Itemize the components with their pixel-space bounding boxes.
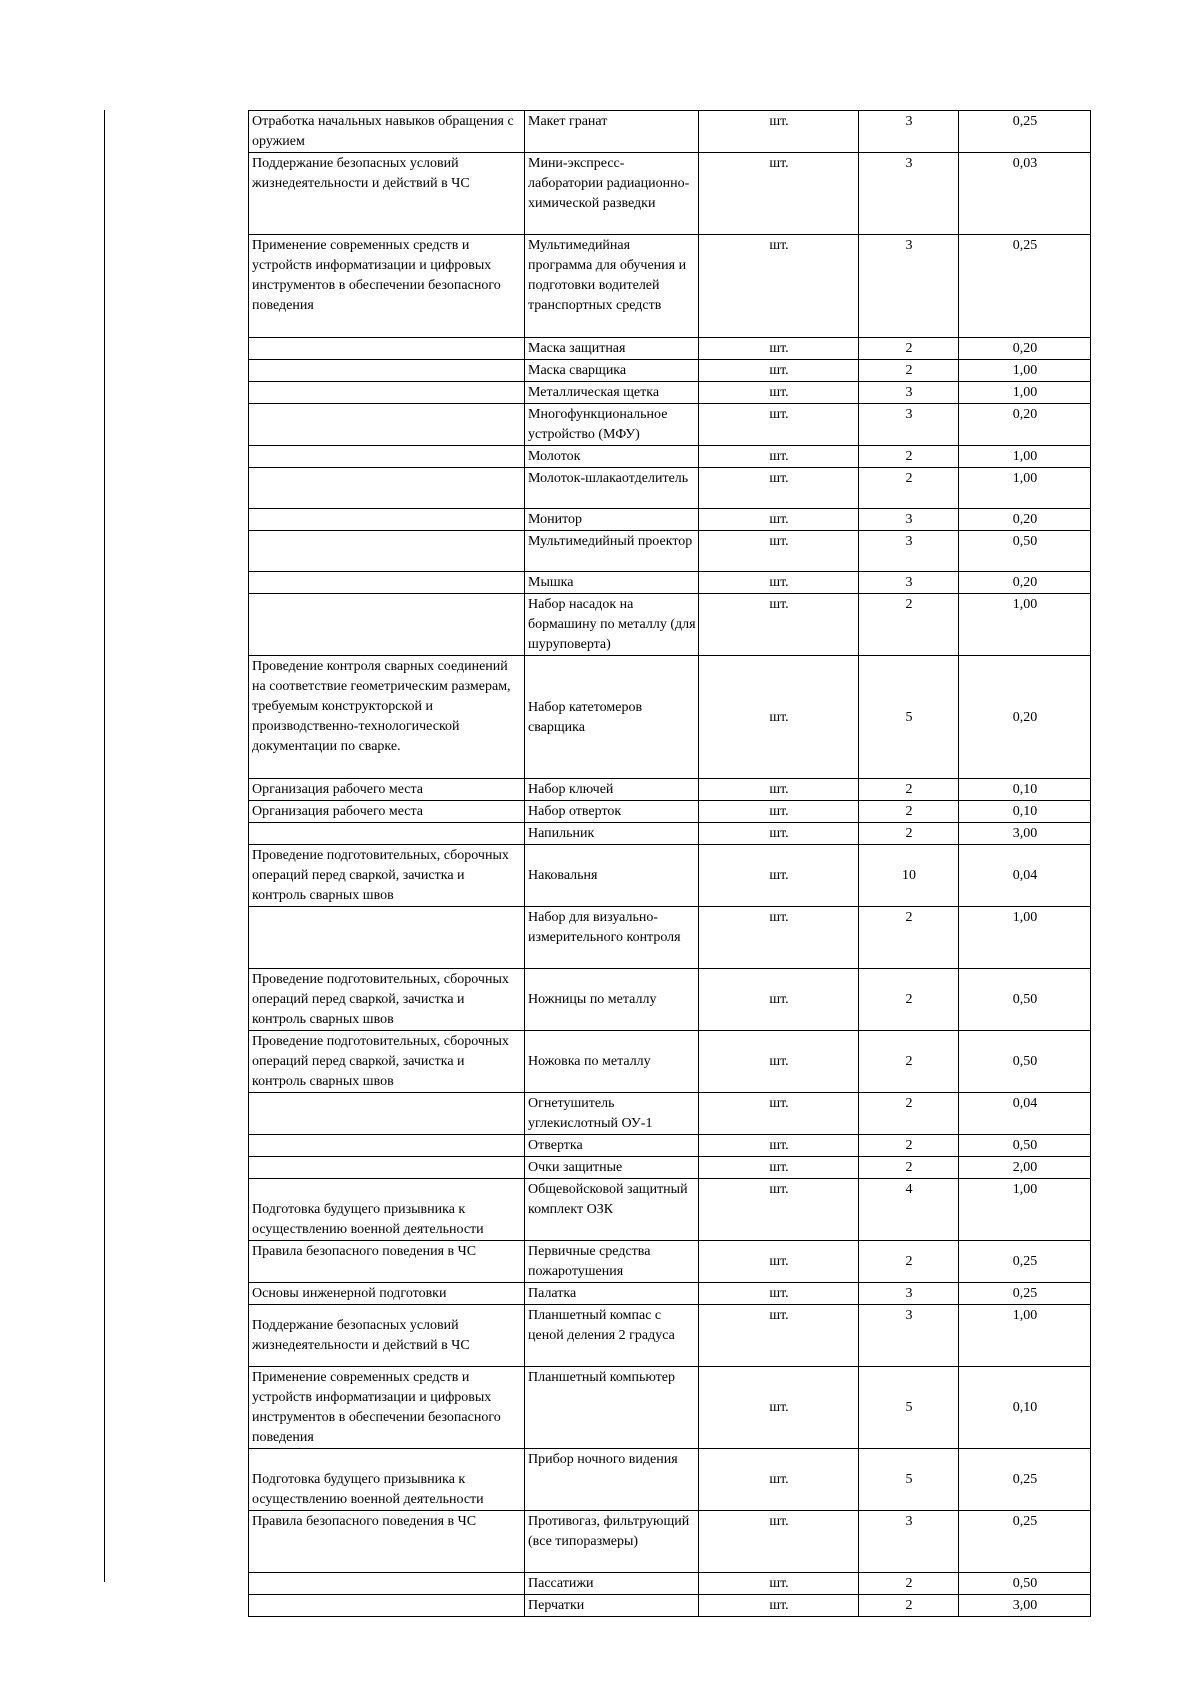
- table-row: [249, 1179, 1091, 1241]
- table-row: [249, 656, 1091, 779]
- table-row: [249, 382, 1091, 404]
- table-row: [249, 845, 1091, 907]
- table-row: [249, 907, 1091, 969]
- quantity-cell: 2: [859, 1135, 959, 1157]
- purpose-cell: [249, 446, 525, 468]
- value-cell: 3,00: [959, 1595, 1091, 1617]
- unit-cell: шт.: [699, 572, 859, 594]
- item-cell: Первичные средства пожаротушения: [525, 1241, 699, 1283]
- table-row: [249, 1573, 1091, 1595]
- item-cell: Наковальня: [525, 845, 699, 907]
- value-cell: 0,25: [959, 1241, 1091, 1283]
- item-cell: Огнетушитель углекислотный ОУ-1: [525, 1093, 699, 1135]
- unit-cell: шт.: [699, 531, 859, 572]
- unit-cell: шт.: [699, 969, 859, 1031]
- table-row: [249, 153, 1091, 235]
- table-row: [249, 969, 1091, 1031]
- purpose-cell: Подготовка будущего призывника к осуществлению военной деятельности: [249, 1179, 525, 1241]
- value-cell: 1,00: [959, 594, 1091, 656]
- value-cell: 0,10: [959, 1367, 1091, 1449]
- margin-line: [104, 110, 105, 1582]
- equipment-table: [248, 110, 1091, 1617]
- value-cell: 0,25: [959, 1511, 1091, 1573]
- quantity-cell: 3: [859, 1511, 959, 1573]
- purpose-cell: Поддержание безопасных условий жизнедеятельности и действий в ЧС: [249, 153, 525, 235]
- item-cell: Перчатки: [525, 1595, 699, 1617]
- value-cell: 0,20: [959, 509, 1091, 531]
- table-row: [249, 779, 1091, 801]
- unit-cell: шт.: [699, 1283, 859, 1305]
- purpose-cell: [249, 404, 525, 446]
- quantity-cell: 3: [859, 153, 959, 235]
- item-cell: Набор для визуально-измерительного контроля: [525, 907, 699, 969]
- purpose-cell: Проведение контроля сварных соединений на соответствие геометрическим размерам, требуемым конструкторской и производственно-технологической документации по сварке.: [249, 656, 525, 779]
- item-cell: Противогаз, фильтрующий (все типоразмеры): [525, 1511, 699, 1573]
- quantity-cell: 2: [859, 779, 959, 801]
- value-cell: 2,00: [959, 1157, 1091, 1179]
- unit-cell: шт.: [699, 823, 859, 845]
- unit-cell: шт.: [699, 1241, 859, 1283]
- quantity-cell: 2: [859, 801, 959, 823]
- value-cell: 0,50: [959, 1573, 1091, 1595]
- unit-cell: шт.: [699, 1595, 859, 1617]
- item-cell: Молоток: [525, 446, 699, 468]
- value-cell: 1,00: [959, 360, 1091, 382]
- value-cell: 0,20: [959, 338, 1091, 360]
- purpose-cell: [249, 531, 525, 572]
- table-row: [249, 594, 1091, 656]
- value-cell: 0,25: [959, 111, 1091, 153]
- quantity-cell: 3: [859, 382, 959, 404]
- purpose-cell: Проведение подготовительных, сборочных операций перед сваркой, зачистка и контроль сварных швов: [249, 969, 525, 1031]
- purpose-cell: Применение современных средств и устройств информатизации и цифровых инструментов в обеспечении безопасного поведения: [249, 235, 525, 338]
- table-row: [249, 1241, 1091, 1283]
- purpose-cell: [249, 1135, 525, 1157]
- unit-cell: шт.: [699, 235, 859, 338]
- unit-cell: шт.: [699, 1031, 859, 1093]
- table-row: [249, 531, 1091, 572]
- table-row: [249, 1031, 1091, 1093]
- quantity-cell: 2: [859, 1157, 959, 1179]
- table-row: [249, 404, 1091, 446]
- item-cell: Набор катетомеров сварщика: [525, 656, 699, 779]
- quantity-cell: 2: [859, 1241, 959, 1283]
- unit-cell: шт.: [699, 1449, 859, 1511]
- item-cell: Маска защитная: [525, 338, 699, 360]
- unit-cell: шт.: [699, 1573, 859, 1595]
- quantity-cell: 2: [859, 446, 959, 468]
- purpose-cell: [249, 907, 525, 969]
- quantity-cell: 5: [859, 656, 959, 779]
- unit-cell: шт.: [699, 153, 859, 235]
- value-cell: 0,10: [959, 801, 1091, 823]
- unit-cell: шт.: [699, 656, 859, 779]
- item-cell: Мини-экспресс-лаборатории радиационно-химической разведки: [525, 153, 699, 235]
- quantity-cell: 3: [859, 509, 959, 531]
- table-row: [249, 1305, 1091, 1367]
- quantity-cell: 5: [859, 1367, 959, 1449]
- unit-cell: шт.: [699, 907, 859, 969]
- quantity-cell: 2: [859, 907, 959, 969]
- purpose-cell: [249, 468, 525, 509]
- table-row: [249, 338, 1091, 360]
- table-row: [249, 823, 1091, 845]
- purpose-cell: [249, 594, 525, 656]
- value-cell: 0,25: [959, 1449, 1091, 1511]
- quantity-cell: 2: [859, 969, 959, 1031]
- unit-cell: шт.: [699, 360, 859, 382]
- purpose-cell: Правила безопасного поведения в ЧС: [249, 1511, 525, 1573]
- quantity-cell: 5: [859, 1449, 959, 1511]
- table-row: [249, 1511, 1091, 1573]
- quantity-cell: 2: [859, 338, 959, 360]
- value-cell: 0,04: [959, 845, 1091, 907]
- purpose-cell: Организация рабочего места: [249, 779, 525, 801]
- quantity-cell: 2: [859, 823, 959, 845]
- purpose-cell: [249, 572, 525, 594]
- unit-cell: шт.: [699, 404, 859, 446]
- value-cell: 0,50: [959, 1135, 1091, 1157]
- table-row: [249, 509, 1091, 531]
- item-cell: Набор ключей: [525, 779, 699, 801]
- item-cell: Планшетный компас с ценой деления 2 градуса: [525, 1305, 699, 1367]
- value-cell: 1,00: [959, 382, 1091, 404]
- quantity-cell: 2: [859, 1031, 959, 1093]
- purpose-cell: Основы инженерной подготовки: [249, 1283, 525, 1305]
- item-cell: Многофункциональное устройство (МФУ): [525, 404, 699, 446]
- quantity-cell: 2: [859, 1573, 959, 1595]
- table-row: [249, 1595, 1091, 1617]
- value-cell: 3,00: [959, 823, 1091, 845]
- item-cell: Ножовка по металлу: [525, 1031, 699, 1093]
- item-cell: Мышка: [525, 572, 699, 594]
- unit-cell: шт.: [699, 1135, 859, 1157]
- unit-cell: шт.: [699, 1179, 859, 1241]
- equipment-table-body: [249, 111, 1091, 1617]
- purpose-cell: [249, 1595, 525, 1617]
- table-row: [249, 1283, 1091, 1305]
- purpose-cell: Организация рабочего места: [249, 801, 525, 823]
- quantity-cell: 4: [859, 1179, 959, 1241]
- quantity-cell: 3: [859, 1283, 959, 1305]
- quantity-cell: 2: [859, 1595, 959, 1617]
- quantity-cell: 3: [859, 235, 959, 338]
- unit-cell: шт.: [699, 111, 859, 153]
- table-row: [249, 468, 1091, 509]
- item-cell: Молоток-шлакаотделитель: [525, 468, 699, 509]
- value-cell: 0,10: [959, 779, 1091, 801]
- value-cell: 0,50: [959, 1031, 1091, 1093]
- item-cell: Общевойсковой защитный комплект ОЗК: [525, 1179, 699, 1241]
- quantity-cell: 2: [859, 594, 959, 656]
- table-row: [249, 1449, 1091, 1511]
- purpose-cell: [249, 509, 525, 531]
- unit-cell: шт.: [699, 382, 859, 404]
- item-cell: Металлическая щетка: [525, 382, 699, 404]
- item-cell: Монитор: [525, 509, 699, 531]
- unit-cell: шт.: [699, 1157, 859, 1179]
- unit-cell: шт.: [699, 1093, 859, 1135]
- item-cell: Макет гранат: [525, 111, 699, 153]
- item-cell: Очки защитные: [525, 1157, 699, 1179]
- item-cell: Набор насадок на бормашину по металлу (для шуруповерта): [525, 594, 699, 656]
- value-cell: 0,25: [959, 1283, 1091, 1305]
- purpose-cell: [249, 382, 525, 404]
- item-cell: Пассатижи: [525, 1573, 699, 1595]
- unit-cell: шт.: [699, 338, 859, 360]
- value-cell: 0,25: [959, 235, 1091, 338]
- quantity-cell: 2: [859, 468, 959, 509]
- value-cell: 0,50: [959, 969, 1091, 1031]
- table-row: [249, 360, 1091, 382]
- item-cell: Отвертка: [525, 1135, 699, 1157]
- item-cell: Ножницы по металлу: [525, 969, 699, 1031]
- unit-cell: шт.: [699, 509, 859, 531]
- unit-cell: шт.: [699, 845, 859, 907]
- purpose-cell: [249, 360, 525, 382]
- purpose-cell: Правила безопасного поведения в ЧС: [249, 1241, 525, 1283]
- value-cell: 0,20: [959, 656, 1091, 779]
- purpose-cell: Поддержание безопасных условий жизнедеятельности и действий в ЧС: [249, 1305, 525, 1367]
- purpose-cell: [249, 1573, 525, 1595]
- quantity-cell: 3: [859, 404, 959, 446]
- quantity-cell: 3: [859, 111, 959, 153]
- item-cell: Палатка: [525, 1283, 699, 1305]
- item-cell: Напильник: [525, 823, 699, 845]
- quantity-cell: 10: [859, 845, 959, 907]
- item-cell: Мультимедийная программа для обучения и подготовки водителей транспортных средств: [525, 235, 699, 338]
- item-cell: Планшетный компьютер: [525, 1367, 699, 1449]
- purpose-cell: Отработка начальных навыков обращения с оружием: [249, 111, 525, 153]
- value-cell: 1,00: [959, 1305, 1091, 1367]
- unit-cell: шт.: [699, 801, 859, 823]
- table-row: [249, 801, 1091, 823]
- value-cell: 0,03: [959, 153, 1091, 235]
- quantity-cell: 2: [859, 1093, 959, 1135]
- quantity-cell: 2: [859, 360, 959, 382]
- unit-cell: шт.: [699, 468, 859, 509]
- purpose-cell: Применение современных средств и устройств информатизации и цифровых инструментов в обеспечении безопасного поведения: [249, 1367, 525, 1449]
- table-row: [249, 446, 1091, 468]
- purpose-cell: Проведение подготовительных, сборочных операций перед сваркой, зачистка и контроль сварных швов: [249, 1031, 525, 1093]
- quantity-cell: 3: [859, 531, 959, 572]
- unit-cell: шт.: [699, 446, 859, 468]
- value-cell: 0,20: [959, 404, 1091, 446]
- item-cell: Набор отверток: [525, 801, 699, 823]
- table-row: [249, 1135, 1091, 1157]
- value-cell: 1,00: [959, 907, 1091, 969]
- purpose-cell: Подготовка будущего призывника к осуществлению военной деятельности: [249, 1449, 525, 1511]
- unit-cell: шт.: [699, 779, 859, 801]
- purpose-cell: [249, 823, 525, 845]
- value-cell: 0,50: [959, 531, 1091, 572]
- purpose-cell: [249, 1093, 525, 1135]
- unit-cell: шт.: [699, 1367, 859, 1449]
- value-cell: 1,00: [959, 468, 1091, 509]
- unit-cell: шт.: [699, 594, 859, 656]
- item-cell: Мультимедийный проектор: [525, 531, 699, 572]
- value-cell: 0,04: [959, 1093, 1091, 1135]
- item-cell: Прибор ночного видения: [525, 1449, 699, 1511]
- table-row: [249, 235, 1091, 338]
- quantity-cell: 3: [859, 1305, 959, 1367]
- table-row: [249, 1157, 1091, 1179]
- value-cell: 1,00: [959, 1179, 1091, 1241]
- table-row: [249, 1093, 1091, 1135]
- value-cell: 1,00: [959, 446, 1091, 468]
- unit-cell: шт.: [699, 1511, 859, 1573]
- purpose-cell: [249, 1157, 525, 1179]
- item-cell: Маска сварщика: [525, 360, 699, 382]
- table-row: [249, 111, 1091, 153]
- purpose-cell: Проведение подготовительных, сборочных операций перед сваркой, зачистка и контроль сварных швов: [249, 845, 525, 907]
- unit-cell: шт.: [699, 1305, 859, 1367]
- table-row: [249, 1367, 1091, 1449]
- quantity-cell: 3: [859, 572, 959, 594]
- purpose-cell: [249, 338, 525, 360]
- value-cell: 0,20: [959, 572, 1091, 594]
- table-row: [249, 572, 1091, 594]
